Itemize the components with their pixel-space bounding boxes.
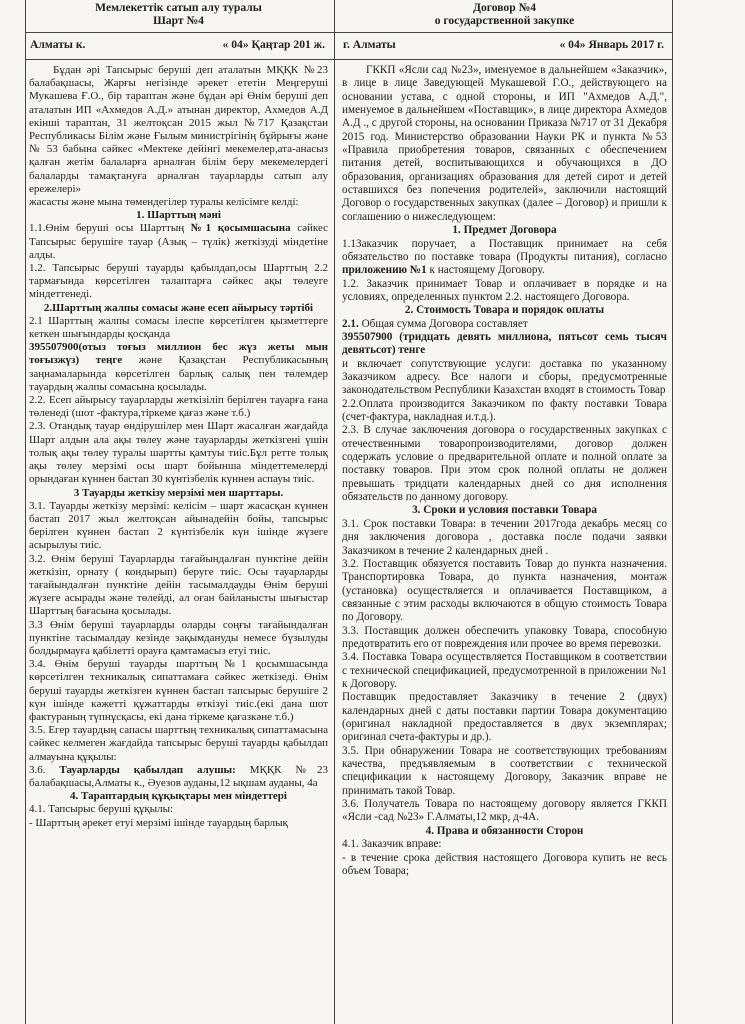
russian-header: [339, 0, 670, 27]
russian-clause-3-4: 3.4. Поставка Товара осуществляется Поставщиком в соответствии с технической спецификацией, предусмотренной в приложении №1 к Договору.: [342, 651, 667, 690]
kazakh-clause-3-2: 3.2. Өнім беруші Тауарларды тағайындалған пунктіне дейін жеткізіп, орнату ( кондырып) беруге тиіс. Осы тауарларды тағайындалған пунктіне дейін тасымалдауды Өнім беруші жүзеге асырады және төлейді, ал оған байланысты шығыстар Шарттың бағасына қосылады.: [29, 552, 328, 618]
russian-date: « 04» Январь 2017 г.: [559, 38, 664, 51]
kazakh-clause-2-2: 2.2. Есеп айырысу тауарларды жеткізіліп берілген тауарға ғана төленеді (шот -фактура,тіркеме қағаз және т.б.): [29, 394, 328, 420]
russian-clause-1-1: 1.1Заказчик поручает, а Поставщик принимает на себя обязательство по поставке товара (Продукты питания), согласно приложению №1 к настоящему Договору.: [342, 237, 667, 277]
kazakh-section-2-title: 2.Шарттың жалпы сомасы және есеп айырысу тәртібі: [43, 301, 314, 314]
kazakh-body: [26, 64, 331, 830]
russian-clause-4-1: 4.1. Заказчик вправе:: [342, 838, 442, 851]
kazakh-clause-4-1: 4.1. Тапсырыс беруші құқылы:: [29, 803, 174, 816]
kazakh-clause-3-6: 3.6. Тауарларды қабылдап алушы: МҚҚК №23 балабақшасы,Алматы к., Әуезов ауданы,12 ықшам ауданы, 4а: [29, 763, 329, 789]
russian-intro: ГККП «Ясли сад №23», именуемое в дальнейшем «Заказчик», в лице в лице Заведующей Мукашевой Г.О., действующего на основании устава, с одной стороны, и ИП "Ахмедов А.Д.", именуемое в дальнейшем «Поставщик», в лице директора Ахмедов А.Д ., с другой стороны, на основании Приказа №717 от 31 Декабря 2015 год. Министерство образовании Науки РК и пункта №53 «Правила приобретения товаров, связанных с обеспечением питания детей, воспитывающихся и обучающихся в ДО образования, организациях образования для детей сирот и детей оставшихся без попечения родителей», заключили настоящий Договор о государственных закупках (далее – Договор) и пришли к соглашению о нижеследующем:: [342, 64, 667, 223]
russian-clause-3-5: 3.5. При обнаружении Товара не соответствующих требованиям качества, предъявляемым в соответствии с технической спецификации к настоящему Договору, Заказчик вправе не принимать такой Товар.: [342, 744, 667, 797]
russian-clause-2-1-c: и включает сопутствующие услуги: доставка по указанному Заказчиком адресу. Все налоги и сборы, предусмотренные законодательством Республики Казахстан входят в стоимость Товар: [342, 357, 667, 397]
russian-header-title: Договор №4: [472, 1, 537, 14]
russian-section-3-title: 3. Сроки и условия поставки Товара: [412, 504, 597, 517]
russian-city-date-row: [339, 38, 670, 51]
kazakh-section-4-title: 4. Тараптардың құқықтары мен міндеттері: [70, 790, 287, 803]
kazakh-clause-2-1-amount: 395507900(отыз тоғыз миллион бес жүз жеты мын тоғызжүз) теңге және Қазақстан Республикасының заңнамаларында көрсетілген барлық салық пен төлемдер тауардың жалпы сомасына қосылады.: [29, 341, 328, 393]
russian-clause-2-1: 2.1. Общая сумма Договора составляет: [342, 317, 528, 330]
russian-clause-3-2: 3.2. Поставщик обязуется поставить Товар до пункта назначения. Транспортировка Товара, до пункта назначения, монтаж (установка) осуществляется и оплачивается Поставщиком, а связанные с этим расходы включаются в общую стоимость Товара по Договору.: [342, 557, 667, 624]
russian-section-1-title: 1. Предмет Договора: [452, 224, 557, 237]
kazakh-city-date-row: [26, 38, 331, 51]
russian-clause-3-4-b: Поставщик предоставляет Заказчику в течение 2 (двух) календарных дней с даты поставки партии Товара документацию (оригинал накладной предоставляется в двух экземплярах; оригинал счета-фактуры и др.).: [342, 691, 667, 744]
russian-column: [339, 0, 670, 1024]
kazakh-clause-2-1: 2.1 Шарттың жалпы сомасы ілеспе көрсетілген қызметтерге кеткен шығындарды қосқанда: [29, 314, 328, 341]
kazakh-clause-3-3: 3.3 Өнім беруші тауарларды оларды соңғы тағайындалған пунктіне тасымалдау кезінде зақымдануды немесе бүзылуды болдырмауға қабілетті орауға қамтамасыз етуі тиіс.: [29, 618, 328, 657]
column-border-right: [672, 0, 673, 1024]
russian-header-subtitle: о государственной закупке: [434, 14, 575, 27]
kazakh-section-1-title: 1. Шарттың мәні: [136, 209, 221, 222]
russian-clause-4-1-a: - в течение срока действия настоящего Договора купить не весь объем Товара;: [342, 851, 667, 877]
russian-section-2-title: 2. Стоимость Товара и порядок оплаты: [404, 304, 605, 317]
russian-clause-3-1: 3.1. Срок поставки Товара: в течении 2017года декабрь месяц со дня заключения договора , доставка после подачи заявки Заказчиком в течение 2 календарных дней .: [342, 517, 667, 557]
kazakh-intro-2: жасасты және мына төмендегілер туралы келісімге келді:: [29, 196, 299, 209]
kazakh-city: Алматы к.: [30, 38, 86, 51]
russian-body: [339, 64, 670, 878]
kazakh-header-number: Шарт №4: [153, 14, 204, 27]
russian-city: г. Алматы: [343, 38, 396, 51]
kazakh-clause-2-3: 2.3. Отандық тауар өндірушілер мен Шарт жасалған жағдайда Шарт алдын ала ақы төлеу және тауарларды жеткізгені үшін толық ақы төлеу туралы шартты қамтуы тиіс.Бұл ретте толық ақы төлеу мерзімі осы шарт бойынша міндеттемелерді орындаған күннен бастап 30 күнтізбелік күннен аспауы тиіс.: [29, 420, 328, 486]
kazakh-clause-3-1: 3.1. Тауарды жеткізу мерзімі: келісім – шарт жасасқан күннен бастап 2017 жыл желтоқсан айынадейін бойы, тапсырыс берілген күннен бастап 2 күнтізбелік күн ішінде жүзеге асырылуы тиіс.: [29, 499, 328, 552]
kazakh-clause-1-2: 1.2. Тапсырыс беруші тауарды қабылдап,осы Шарттың 2.2 тармағында көрсетілген талаптарға сәйкес ақы төлеуге міндеттенеді.: [29, 262, 328, 301]
russian-clause-3-6: 3.6. Получатель Товара по настоящему договору является ГККП «Ясли -сад №23» Г.Алматы,12 мкр, д-4А.: [342, 798, 667, 824]
kazakh-clause-4-1-a: - Шарттың әрекет етуі мерзімі ішінде тауардың барлық: [29, 816, 288, 829]
kazakh-header: [26, 0, 331, 27]
kazakh-section-3-title: 3 Тауарды жеткізу мерзімі мен шарттары.: [73, 486, 284, 499]
russian-section-4-title: 4. Права и обязанности Сторон: [425, 824, 584, 837]
kazakh-date: « 04» Қаңтар 201 ж.: [222, 38, 325, 51]
russian-clause-2-3: 2.3. В случае заключения договора о государственных закупках с отечественными товаропроизводителями, договор должен содержать условие о предварительной оплате и полной оплате за поставку товаров. При этом срок полной оплаты не должен превышать тридцати календарных дней со дня исполнения обязательств по данному договору.: [342, 424, 667, 504]
kazakh-column: [26, 0, 331, 1024]
kazakh-intro: Бұдан әрі Тапсырыс беруші деп аталатын МҚҚК №23 балабақшасы, Жарғы негізінде әрекет ететін Меңгеруші Мукашева Ғ.О., бір тараптан және бұдан әрі Өнім беруші деп аталатын ИП «Ахмедов А.Д.» атынан директор, Ахмедов А.Д екінші тараптан, 31 желтоқсан 2015 жыл №717 Қазақстан Республикасы Білім және Ғылым министрігінің бұйрығы және № 53 бабына сәйкес «Мектеке дейінгі мекемелер,ата-анасыз қалған жетім балаларға арналған білім беру мекемелердегі балаларды тамақтануға арналған тауарларды сатып алу ережелері»: [29, 64, 328, 195]
russian-clause-2-2: 2.2.Оплата производится Заказчиком по факту поставки Товара (счет-фактура, накладная и.т.д.).: [342, 397, 667, 424]
russian-clause-1-2: 1.2. Заказчик принимает Товар и оплачивает в порядке и на условиях, определенных пунктом 2.2. настоящего Договора.: [342, 277, 667, 303]
kazakh-header-title: Мемлекеттік сатып алу туралы: [95, 1, 262, 14]
russian-clause-3-3: 3.3. Поставщик должен обеспечить упаковку Товара, способную предотвратить его от повреждения или прочее во время перевозки.: [342, 624, 667, 650]
kazakh-clause-3-4: 3.4. Өнім беруші тауарды шарттың№1 қосымшасында көрсетілген техникалық сипаттамаға сәйкес жеткізеді. Өнім беруші тауарды жеткізген күннен бастап тапсырыс берушіге 2 күн ішінде кәжетті құжаттарды өткізуі тиіс.(екі дана шот фактураның түпнұсқасы, екі дана тіркеме қағазкәне т.б.): [29, 658, 328, 723]
kazakh-clause-1-1: 1.1.Өнім беруші осы Шарттың №1 қосымшасына сәйкес Тапсырыс берушіге тауар (Азық – түлік) жеткізуді міндетіне алды.: [29, 222, 329, 261]
column-border-middle: [334, 0, 335, 1024]
russian-clause-2-1-amount: 395507900 (тридцать девять миллиона, пятьсот семь тысяч девятьсот) тенге: [342, 331, 667, 357]
kazakh-clause-3-5: 3.5. Егер тауардың сапасы шарттың техникалық сипаттамасына сәйкес келмеген жағдайда тапсырыс беруші тауарды қабылдап алмауына құқылы:: [29, 724, 328, 763]
